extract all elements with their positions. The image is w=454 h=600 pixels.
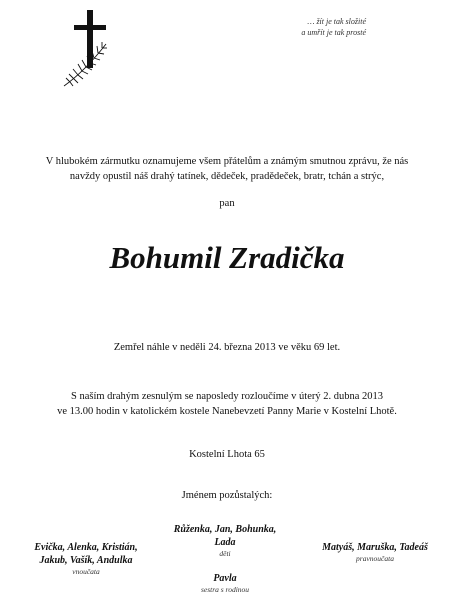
mourner-group-grandchildren: [6, 541, 166, 577]
mourner-group-sister: [150, 572, 300, 595]
funeral-info: [0, 389, 454, 419]
sister-name: Pavla: [213, 573, 237, 584]
address: Kostelní Lhota 65: [189, 449, 265, 460]
grandchildren-names-1: Evička, Alenka, Kristián,: [34, 542, 138, 553]
motto-line-2: a umřít je tak prosté: [301, 28, 366, 37]
cross-with-palm-icon: [60, 10, 120, 90]
motto-line-1: … žít je tak složité: [307, 17, 366, 26]
children-names-1: Růženka, Jan, Bohunka,: [173, 524, 277, 535]
grandchildren-names-2: Jakub, Vašík, Andulka: [39, 555, 133, 566]
sister-role: sestra s rodinou: [200, 585, 250, 594]
honorific: pan: [219, 198, 235, 209]
children-role: děti: [219, 549, 231, 558]
funeral-line-2: ve 13.00 hodin v katolickém kostele Nanebevzetí Panny Marie v Kostelní Lhotě.: [57, 406, 397, 417]
on-behalf-heading: Jménem pozůstalých:: [181, 490, 273, 501]
funeral-line-1: S naším drahým zesnulým se naposledy rozloučíme v úterý 2. dubna 2013: [70, 391, 384, 402]
announcement-line-1: V hlubokém zármutku oznamujeme všem přátelům a známým smutnou zprávu, že nás: [45, 156, 409, 167]
mourner-group-great-grandchildren: [300, 541, 450, 564]
deceased-name: Bohumil Zradička: [109, 240, 345, 275]
children-names-2: Lada: [214, 537, 236, 548]
announcement-text: [0, 154, 454, 184]
great-grandchildren-role: pravnoučata: [356, 554, 394, 563]
grandchildren-role: vnoučata: [72, 567, 100, 576]
announcement-line-2: navždy opustil náš drahý tatínek, dědeček, pradědeček, bratr, tchán a strýc,: [69, 171, 385, 182]
motto: [226, 16, 366, 38]
death-notice: Zemřel náhle v neděli 24. března 2013 ve věku 69 let.: [113, 342, 341, 353]
great-grandchildren-names: Matyáš, Maruška, Tadeáš: [322, 542, 428, 553]
mourner-group-children: [150, 523, 300, 559]
